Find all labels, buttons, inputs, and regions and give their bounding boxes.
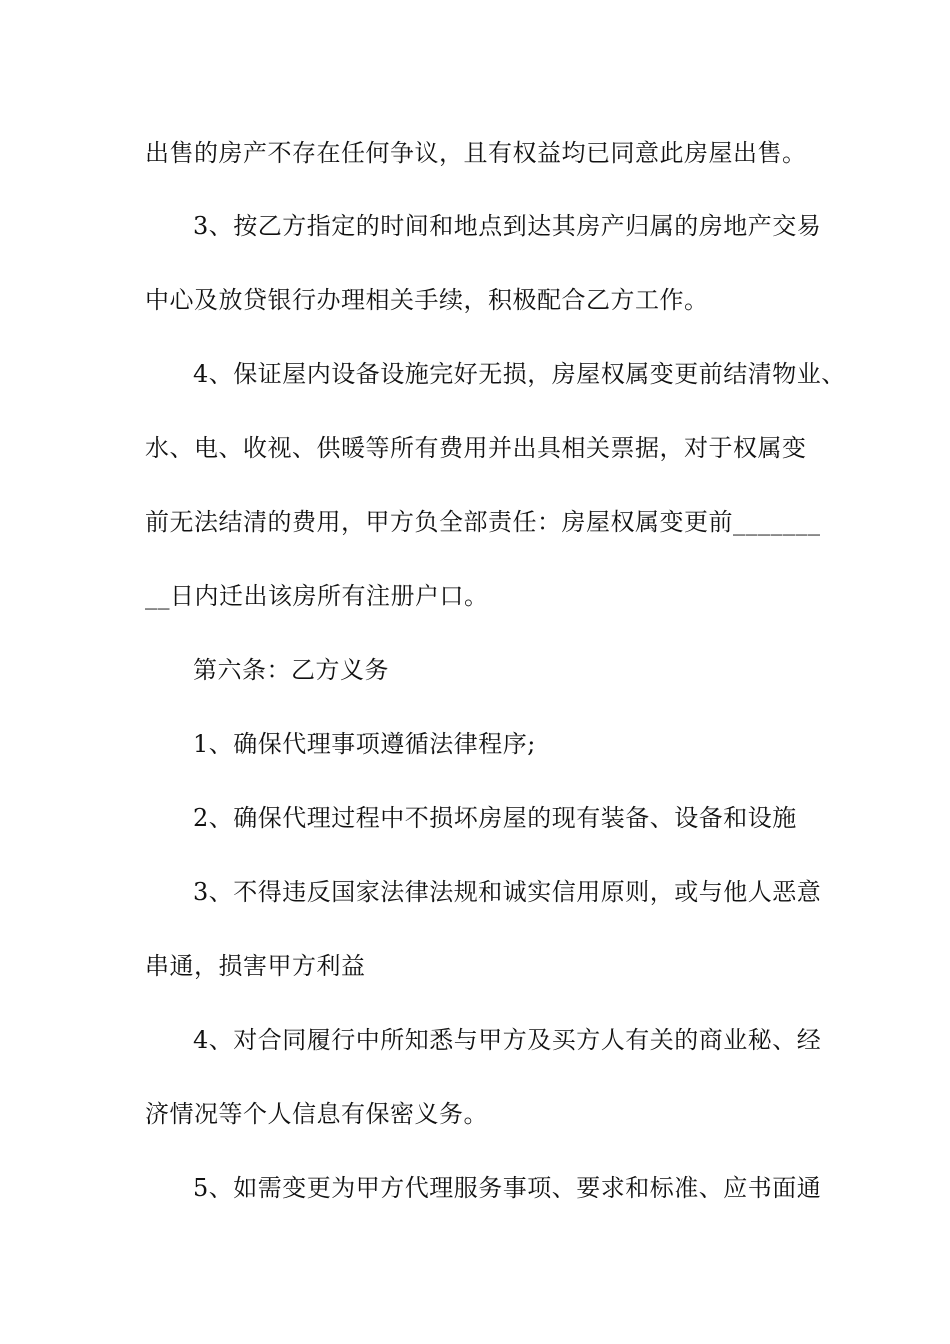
text-line: 串通，损害甲方利益	[145, 952, 366, 980]
text-line: 5、如需变更为甲方代理服务事项、要求和标准、应书面通	[193, 1174, 822, 1202]
text-line: 4、对合同履行中所知悉与甲方及买方人有关的商业秘、经	[193, 1026, 822, 1054]
text-line: 济情况等个人信息有保密义务。	[145, 1100, 488, 1128]
text-line: __日内迁出该房所有注册户口。	[145, 582, 489, 610]
text-line: 3、不得违反国家法律法规和诚实信用原则，或与他人恶意	[193, 878, 822, 906]
text-line: 4、保证屋内设备设施完好无损，房屋权属变更前结清物业、	[193, 360, 846, 388]
text-line: 水、电、收视、供暖等所有费用并出具相关票据，对于权属变	[145, 434, 807, 462]
text-line: 2、确保代理过程中不损坏房屋的现有装备、设备和设施	[193, 804, 797, 832]
text-line: 前无法结清的费用，甲方负全部责任：房屋权属变更前_______	[145, 508, 821, 536]
text-line: 出售的房产不存在任何争议，且有权益均已同意此房屋出售。	[145, 139, 807, 167]
section-heading: 第六条：乙方义务	[193, 656, 389, 684]
text-line: 1、确保代理事项遵循法律程序;	[193, 730, 536, 758]
text-line: 3、按乙方指定的时间和地点到达其房产归属的房地产交易	[193, 212, 822, 240]
text-line: 中心及放贷银行办理相关手续，积极配合乙方工作。	[145, 286, 709, 314]
